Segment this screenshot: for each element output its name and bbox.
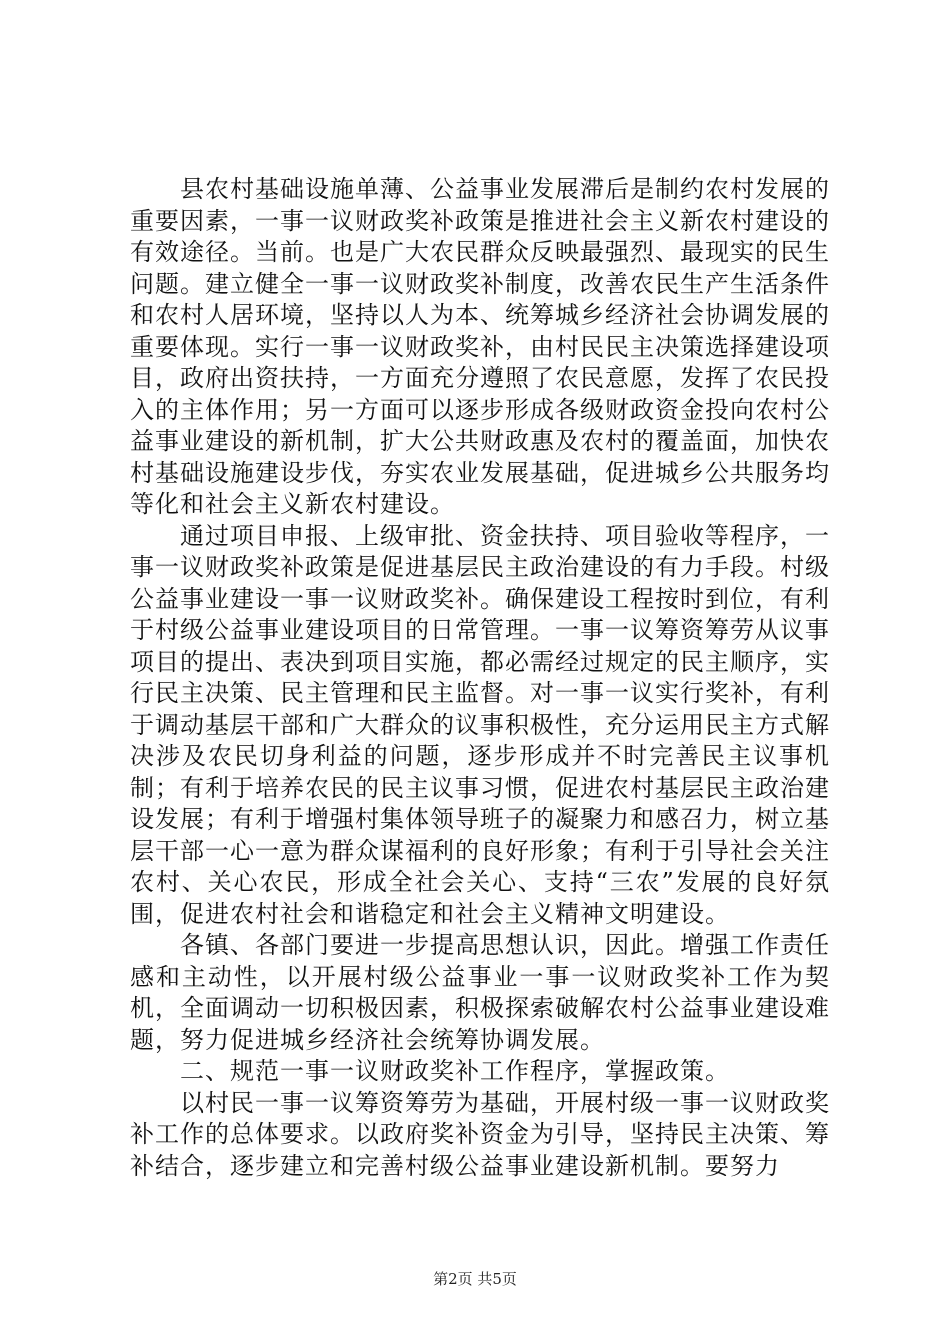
paragraph-1: 县农村基础设施单薄、公益事业发展滞后是制约农村发展的重要因素，一事一议财政奖补政策是推进社会主义新农村建设的有效途径。当前。也是广大农民群众反映最强烈、最现实的民生问题。建立健全一事一议财政奖补制度，改善农民生产生活条件和农村人居环境，坚持以人为本、统筹城乡经济社会协调发展的重要体现。实行一事一议财政奖补，由村民民主决策选择建设项目，政府出资扶持，一方面充分遵照了农民意愿，发挥了农民投入的主体作用；另一方面可以逐步形成各级财政资金投向农村公益事业建设的新机制，扩大公共财政惠及农村的覆盖面，加快农村基础设施建设步伐，夯实农业发展基础，促进城乡公共服务均等化和社会主义新农村建设。 [130,175,830,518]
document-body [130,174,830,1182]
paragraph-2: 通过项目申报、上级审批、资金扶持、项目验收等程序，一事一议财政奖补政策是促进基层民主政治建设的有力手段。村级公益事业建设一事一议财政奖补。确保建设工程按时到位，有利于村级公益事业建设项目的日常管理。一事一议筹资筹劳从议事项目的提出、表决到项目实施，都必需经过规定的民主顺序，实行民主决策、民主管理和民主监督。对一事一议实行奖补，有利于调动基层干部和广大群众的议事积极性，充分运用民主方式解决涉及农民切身利益的问题，逐步形成并不时完善民主议事机制；有利于培养农民的民主议事习惯，促进农村基层民主政治建设发展；有利于增强村集体领导班子的凝聚力和感召力，树立基层干部一心一意为群众谋福利的良好形象；有利于引导社会关注农村、关心农民，形成全社会关心、支持“三农”发展的良好氛围，促进农村社会和谐稳定和社会主义精神文明建设。 [130,521,830,928]
page-number: 第2页 共5页 [433,1270,517,1288]
section-heading: 二、规范一事一议财政奖补工作程序，掌握政策。 [180,1057,730,1085]
paragraph-4: 以村民一事一议筹资筹劳为基础，开展村级一事一议财政奖补工作的总体要求。以政府奖补资金为引导，坚持民主决策、筹补结合，逐步建立和完善村级公益事业建设新机制。要努力 [130,1088,830,1180]
paragraph-3: 各镇、各部门要进一步提高思想认识，因此。增强工作责任感和主动性，以开展村级公益事业一事一议财政奖补工作为契机，全面调动一切积极因素，积极探索破解农村公益事业建设难题，努力促进城乡经济社会统筹协调发展。 [130,931,830,1054]
